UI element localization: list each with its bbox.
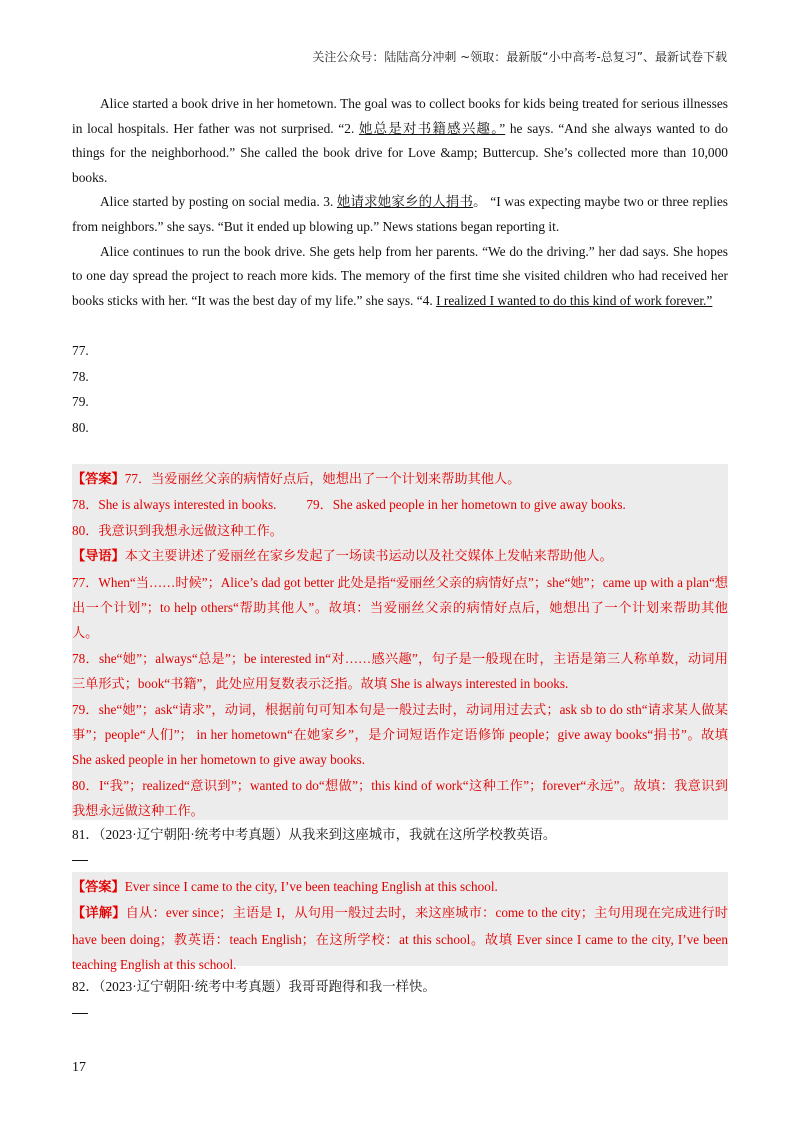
passage-paragraph-1 <box>72 92 728 190</box>
blank-77: 77. <box>72 343 89 358</box>
page-number: 17 <box>72 1060 86 1075</box>
passage-paragraph-3 <box>72 240 728 314</box>
answer-blanks <box>72 338 89 440</box>
question-82: 82．（2023·辽宁朝阳·统考中考真题）我哥哥跑得和我一样快。 <box>72 979 436 994</box>
answer-77 <box>72 466 728 492</box>
answer-tag: 【答案】 <box>72 472 125 487</box>
question-81: 81．（2023·辽宁朝阳·统考中考真题）从我来到这座城市，我就在这所学校教英语。 <box>72 827 557 842</box>
answer-tag: 【答案】 <box>72 880 125 895</box>
detail-81 <box>72 900 728 977</box>
blank-78: 78. <box>72 368 89 384</box>
passage-text: Alice started by posting on social media. 3. <box>100 194 337 210</box>
answer-78: 78．She is always interested in books. <box>72 497 277 513</box>
page-header: 关注公众号：陆陆高分冲刺 ~领取：最新版“小中高考-总复习”、最新试卷下载 <box>312 50 727 64</box>
underlined-answer-2: 她总是对书籍感兴趣。” <box>358 120 506 136</box>
detail-text: 自从：ever since；主语是 I，从句用一般过去时，来这座城市：come to the city；主句用现在完成进行时 have been doing；教英语：teach English；在这所学校：at this school。故填 Ever since I came to the city, I’ve been teaching English at this school. <box>72 905 728 973</box>
guide-tag: 【导语】 <box>72 549 125 565</box>
answer-text: Ever since I came to the city, I’ve been teaching English at this school. <box>124 879 498 894</box>
answer-80: 80．我意识到我想永远做这种工作。 <box>72 522 283 538</box>
explanation-79: 79．she“她”；ask“请求”，动词，根据前句可知本句是一般过去时，动词用过去式；ask sb to do sth“请求某人做某事”；people“人们”； in her hometown“在她家乡”，是介词短语作定语修饰 people；give away books“捐书”。故填 She asked people in her hometown to give away books. <box>72 701 728 768</box>
explanation-77: 77．When“当……时候”；Alice’s dad got better 此处是指“爱丽丝父亲的病情好点”；she“她”；came up with a plan“想出一个计划”；to help others“帮助其他人”。故填：当爱丽丝父亲的病情好点后，她想出了一个计划来帮助其他人。 <box>72 574 728 641</box>
answer-78-79 <box>72 492 728 517</box>
guide <box>72 543 728 569</box>
reading-passage <box>72 92 728 313</box>
detail-tag: 【详解】 <box>72 906 126 922</box>
passage-text: he says. “And she always wanted to do things for the neighborhood.” She called the book drive for Love &amp; Buttercup. She’s collected more than 10,000 books. <box>72 120 728 185</box>
passage-text: Alice started a book drive in her hometown. The goal was to collect books for kids being treated for serious illnesses in local hospitals. Her father was not surprised. “2. <box>72 96 728 136</box>
underlined-answer-4: I realized I wanted to do this kind of work forever.” <box>436 292 713 308</box>
answer-79: 79．She asked people in her hometown to give away books. <box>306 497 626 513</box>
explanation-80: 80．I“我”；realized“意识到”；wanted to do“想做”；this kind of work“这种工作”；forever“永远”。故填：我意识到我想永远做这种工作。 <box>72 777 728 819</box>
blank-79: 79. <box>72 394 89 410</box>
blank-80: 80. <box>72 419 89 435</box>
underlined-answer-3: 她请求她家乡的人捐书 <box>336 194 474 210</box>
answer-panel-81 <box>72 872 728 973</box>
passage-paragraph-2 <box>72 190 728 239</box>
answer-line-82 <box>72 1013 88 1014</box>
answer-81 <box>72 874 728 900</box>
passage-text: Alice continues to run the book drive. She gets help from her parents. “We do the driving.” her dad says. She hopes to one day spread the project to reach more kids. The memory of the first time she visited children who had received her books sticks with her. “It was the best day of my life.” she says. “4. <box>72 243 728 308</box>
answer-text: 77．当爱丽丝父亲的病情好点后，她想出了一个计划来帮助其他人。 <box>124 471 521 486</box>
explanation-78: 78．she“她”；always“总是”；be interested in“对……感兴趣”，句子是一般现在时，主语是第三人称单数，动词用三单形式；book“书籍”，此处应用复数表示泛指。故填 She is always interested in books. <box>72 650 728 692</box>
guide-text: 本文主要讲述了爱丽丝在家乡发起了一场读书运动以及社交媒体上发帖来帮助他人。 <box>124 548 613 564</box>
answer-panel-77-80 <box>72 464 728 820</box>
passage-text: 。 “I was expecting maybe two or three replies from neighbors.” she says. “But it ended up blowing up.” News stations began reporting it. <box>72 194 729 234</box>
answer-line-81 <box>72 860 88 861</box>
